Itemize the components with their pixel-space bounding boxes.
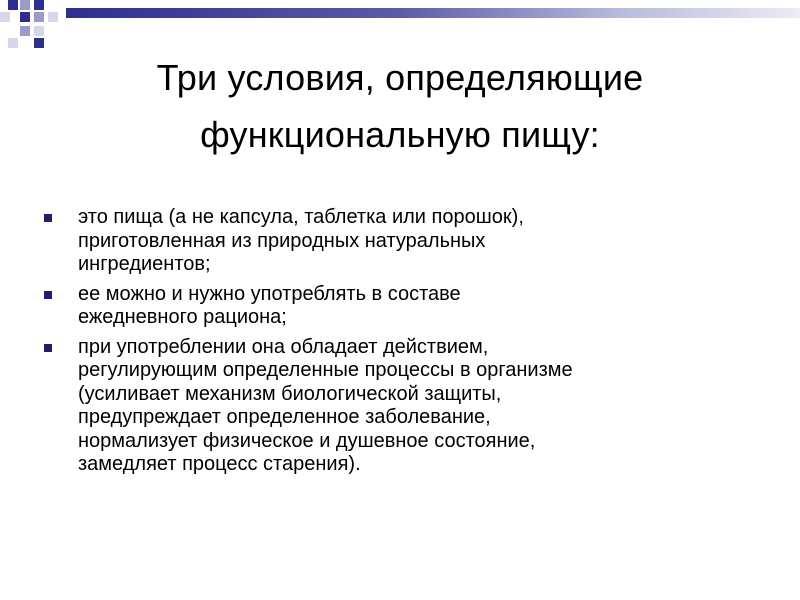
bullet-list (44, 206, 764, 483)
square-bullet-icon (44, 291, 52, 299)
bullet-2-line-1: ее можно и нужно употреблять в составе (78, 282, 461, 305)
bullet-3-line-1: при употреблении она обладает действием, (78, 335, 489, 358)
decoration-square-11 (34, 38, 44, 48)
bullet-item-3 (44, 336, 764, 477)
square-bullet-icon (44, 344, 52, 352)
decoration-square-1 (8, 0, 18, 10)
slide-title-line-1: Три условия, определяющие (156, 57, 644, 98)
decoration-square-3 (34, 0, 44, 10)
decoration-bar (66, 8, 800, 18)
bullet-3-line-5: нормализует физическое и душевное состояние, (78, 429, 536, 452)
header-decoration (0, 0, 800, 52)
slide-title-line-2: функциональную пищу: (200, 114, 600, 155)
slide-title (40, 49, 760, 163)
bullet-3-line-3: (усиливает механизм биологической защиты, (78, 382, 502, 405)
decoration-square-8 (20, 26, 30, 36)
decoration-square-5 (20, 12, 30, 22)
bullet-3-line-2: регулирующим определенные процессы в организме (78, 359, 573, 381)
bullet-3-line-6: замедляет процесс старения). (78, 453, 361, 475)
bullet-3-line-4: предупреждает определенное заболевание, (78, 406, 491, 428)
decoration-square-2 (20, 0, 30, 10)
square-bullet-icon (44, 214, 52, 222)
decoration-square-10 (8, 38, 18, 48)
bullet-1-line-2: приготовленная из природных натуральных (78, 229, 486, 252)
decoration-square-6 (34, 12, 44, 22)
bullet-1-line-1: это пища (а не капсула, таблетка или порошок), (78, 206, 524, 228)
bullet-item-2 (44, 283, 764, 330)
bullet-2-line-2: ежедневного рациона; (78, 306, 287, 328)
decoration-square-7 (48, 12, 58, 22)
bullet-1-line-3: ингредиентов; (78, 253, 211, 275)
bullet-item-1 (44, 206, 764, 277)
decoration-square-4 (0, 12, 10, 22)
decoration-square-9 (34, 26, 44, 36)
